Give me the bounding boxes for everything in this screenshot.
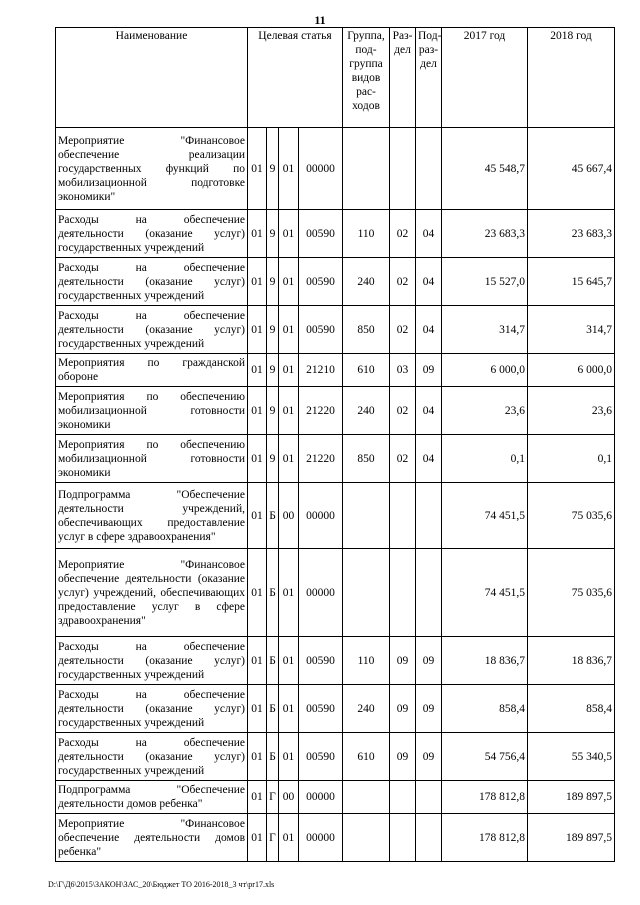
row-name: Мероприятия по гражданской обороне [56, 354, 248, 387]
expense-group: 610 [343, 733, 390, 781]
row-name: Расходы на обеспечение деятельности (оказание услуг) государственных учреждений [56, 258, 248, 306]
target-code-direction: 00000 [299, 128, 343, 210]
expense-group: 110 [343, 210, 390, 258]
razdel-code: 02 [390, 306, 416, 354]
target-code-measure: 01 [279, 387, 299, 435]
expense-group: 610 [343, 354, 390, 387]
target-code-subprogram: 9 [267, 354, 279, 387]
target-code-measure: 01 [279, 258, 299, 306]
header-expense-group: Группа, под-группа видов рас-ходов [343, 28, 390, 128]
table-row [56, 814, 615, 862]
razdel-code: 02 [390, 435, 416, 483]
amount-2017: 15 527,0 [442, 258, 528, 306]
table-row [56, 435, 615, 483]
target-code-subprogram: 9 [267, 258, 279, 306]
target-code-program: 01 [248, 733, 267, 781]
target-code-subprogram: Г [267, 781, 279, 814]
target-code-measure: 01 [279, 685, 299, 733]
row-name: Мероприятия по обеспечению мобилизационной готовности экономики [56, 435, 248, 483]
podrazdel-code [416, 814, 442, 862]
amount-2018: 18 836,7 [528, 637, 615, 685]
target-code-program: 01 [248, 128, 267, 210]
amount-2018: 314,7 [528, 306, 615, 354]
amount-2018: 189 897,5 [528, 814, 615, 862]
amount-2017: 45 548,7 [442, 128, 528, 210]
target-code-program: 01 [248, 814, 267, 862]
podrazdel-code: 04 [416, 435, 442, 483]
target-code-measure: 01 [279, 733, 299, 781]
budget-table [55, 27, 615, 862]
row-name: Подпрограмма "Обеспечение деятельности учреждений, обеспечивающих предоставление услуг в сфере здравоохранения" [56, 483, 248, 549]
table-row [56, 354, 615, 387]
amount-2018: 75 035,6 [528, 483, 615, 549]
podrazdel-code: 09 [416, 685, 442, 733]
expense-group: 240 [343, 685, 390, 733]
razdel-code [390, 483, 416, 549]
table-row [56, 637, 615, 685]
razdel-code: 09 [390, 685, 416, 733]
row-name: Расходы на обеспечение деятельности (оказание услуг) государственных учреждений [56, 306, 248, 354]
razdel-code [390, 128, 416, 210]
podrazdel-code: 04 [416, 306, 442, 354]
target-code-program: 01 [248, 483, 267, 549]
target-code-program: 01 [248, 549, 267, 637]
row-name: Подпрограмма "Обеспечение деятельности домов ребенка" [56, 781, 248, 814]
target-code-program: 01 [248, 387, 267, 435]
file-path-footer: D:\Г\Д6\2015\ЗАКОН\ЗАС_20\Бюджет ТО 2016-2018_3 чт\pr17.xls [48, 880, 275, 889]
podrazdel-code [416, 781, 442, 814]
row-name: Мероприятия по обеспечению мобилизационной готовности экономики [56, 387, 248, 435]
table-row [56, 128, 615, 210]
target-code-direction: 21220 [299, 387, 343, 435]
target-code-measure: 01 [279, 128, 299, 210]
target-code-program: 01 [248, 306, 267, 354]
target-code-subprogram: 9 [267, 435, 279, 483]
row-name: Расходы на обеспечение деятельности (оказание услуг) государственных учреждений [56, 733, 248, 781]
razdel-code: 02 [390, 210, 416, 258]
row-name: Мероприятие "Финансовое обеспечение деятельности (оказание услуг) учреждений, обеспечивающих предоставление услуг в сфере здравоохранения" [56, 549, 248, 637]
target-code-subprogram: 9 [267, 128, 279, 210]
target-code-direction: 00000 [299, 781, 343, 814]
target-code-program: 01 [248, 781, 267, 814]
target-code-subprogram: 9 [267, 210, 279, 258]
target-code-subprogram: Б [267, 685, 279, 733]
expense-group [343, 781, 390, 814]
amount-2017: 0,1 [442, 435, 528, 483]
podrazdel-code: 09 [416, 354, 442, 387]
amount-2018: 15 645,7 [528, 258, 615, 306]
target-code-direction: 00000 [299, 814, 343, 862]
razdel-code: 09 [390, 733, 416, 781]
row-name: Мероприятие "Финансовое обеспечение реализации государственных функций по мобилизационной подготовке экономики" [56, 128, 248, 210]
amount-2017: 178 812,8 [442, 814, 528, 862]
target-code-direction: 00590 [299, 258, 343, 306]
amount-2018: 23 683,3 [528, 210, 615, 258]
table-row [56, 387, 615, 435]
target-code-direction: 00590 [299, 685, 343, 733]
table-row [56, 306, 615, 354]
razdel-code: 02 [390, 258, 416, 306]
target-code-subprogram: 9 [267, 306, 279, 354]
podrazdel-code: 09 [416, 733, 442, 781]
target-code-program: 01 [248, 637, 267, 685]
table-row [56, 549, 615, 637]
amount-2017: 18 836,7 [442, 637, 528, 685]
header-year-2017: 2017 год [442, 28, 528, 128]
target-code-direction: 21210 [299, 354, 343, 387]
amount-2017: 23,6 [442, 387, 528, 435]
target-code-program: 01 [248, 435, 267, 483]
target-code-measure: 01 [279, 354, 299, 387]
target-code-direction: 00000 [299, 549, 343, 637]
header-razdel: Раз-дел [390, 28, 416, 128]
razdel-code: 02 [390, 387, 416, 435]
amount-2017: 23 683,3 [442, 210, 528, 258]
target-code-subprogram: Б [267, 549, 279, 637]
podrazdel-code [416, 549, 442, 637]
target-code-subprogram: Б [267, 637, 279, 685]
amount-2017: 6 000,0 [442, 354, 528, 387]
amount-2017: 74 451,5 [442, 549, 528, 637]
page-number: 11 [314, 13, 326, 27]
podrazdel-code: 04 [416, 387, 442, 435]
table-header-row [56, 28, 615, 128]
target-code-subprogram: Б [267, 733, 279, 781]
header-podrazdel: Под-раз-дел [416, 28, 442, 128]
amount-2017: 314,7 [442, 306, 528, 354]
target-code-program: 01 [248, 354, 267, 387]
expense-group: 850 [343, 306, 390, 354]
target-code-measure: 01 [279, 210, 299, 258]
podrazdel-code [416, 483, 442, 549]
razdel-code [390, 549, 416, 637]
table-row [56, 483, 615, 549]
header-year-2018: 2018 год [528, 28, 615, 128]
expense-group [343, 549, 390, 637]
podrazdel-code [416, 128, 442, 210]
expense-group: 240 [343, 258, 390, 306]
razdel-code: 09 [390, 637, 416, 685]
expense-group: 240 [343, 387, 390, 435]
target-code-measure: 01 [279, 435, 299, 483]
target-code-direction: 00590 [299, 637, 343, 685]
target-code-measure: 01 [279, 306, 299, 354]
amount-2017: 54 756,4 [442, 733, 528, 781]
table-row [56, 781, 615, 814]
expense-group: 850 [343, 435, 390, 483]
amount-2018: 0,1 [528, 435, 615, 483]
target-code-subprogram: Б [267, 483, 279, 549]
target-code-direction: 00590 [299, 306, 343, 354]
amount-2018: 75 035,6 [528, 549, 615, 637]
amount-2018: 858,4 [528, 685, 615, 733]
target-code-subprogram: 9 [267, 387, 279, 435]
expense-group [343, 128, 390, 210]
amount-2017: 74 451,5 [442, 483, 528, 549]
podrazdel-code: 09 [416, 637, 442, 685]
table-row [56, 733, 615, 781]
amount-2017: 178 812,8 [442, 781, 528, 814]
expense-group: 110 [343, 637, 390, 685]
table-row [56, 685, 615, 733]
target-code-direction: 21220 [299, 435, 343, 483]
target-code-program: 01 [248, 258, 267, 306]
header-name: Наименование [56, 28, 248, 128]
amount-2018: 45 667,4 [528, 128, 615, 210]
amount-2017: 858,4 [442, 685, 528, 733]
razdel-code: 03 [390, 354, 416, 387]
table-row [56, 210, 615, 258]
row-name: Расходы на обеспечение деятельности (оказание услуг) государственных учреждений [56, 210, 248, 258]
expense-group [343, 814, 390, 862]
amount-2018: 55 340,5 [528, 733, 615, 781]
header-target-article: Целевая статья [248, 28, 343, 128]
amount-2018: 6 000,0 [528, 354, 615, 387]
target-code-direction: 00590 [299, 733, 343, 781]
target-code-measure: 01 [279, 814, 299, 862]
target-code-measure: 00 [279, 781, 299, 814]
target-code-subprogram: Г [267, 814, 279, 862]
row-name: Расходы на обеспечение деятельности (оказание услуг) государственных учреждений [56, 637, 248, 685]
target-code-program: 01 [248, 685, 267, 733]
expense-group [343, 483, 390, 549]
podrazdel-code: 04 [416, 258, 442, 306]
razdel-code [390, 814, 416, 862]
amount-2018: 189 897,5 [528, 781, 615, 814]
table-row [56, 258, 615, 306]
target-code-program: 01 [248, 210, 267, 258]
razdel-code [390, 781, 416, 814]
target-code-measure: 01 [279, 549, 299, 637]
target-code-measure: 00 [279, 483, 299, 549]
row-name: Мероприятие "Финансовое обеспечение деятельности домов ребенка" [56, 814, 248, 862]
amount-2018: 23,6 [528, 387, 615, 435]
target-code-measure: 01 [279, 637, 299, 685]
podrazdel-code: 04 [416, 210, 442, 258]
row-name: Расходы на обеспечение деятельности (оказание услуг) государственных учреждений [56, 685, 248, 733]
target-code-direction: 00000 [299, 483, 343, 549]
target-code-direction: 00590 [299, 210, 343, 258]
